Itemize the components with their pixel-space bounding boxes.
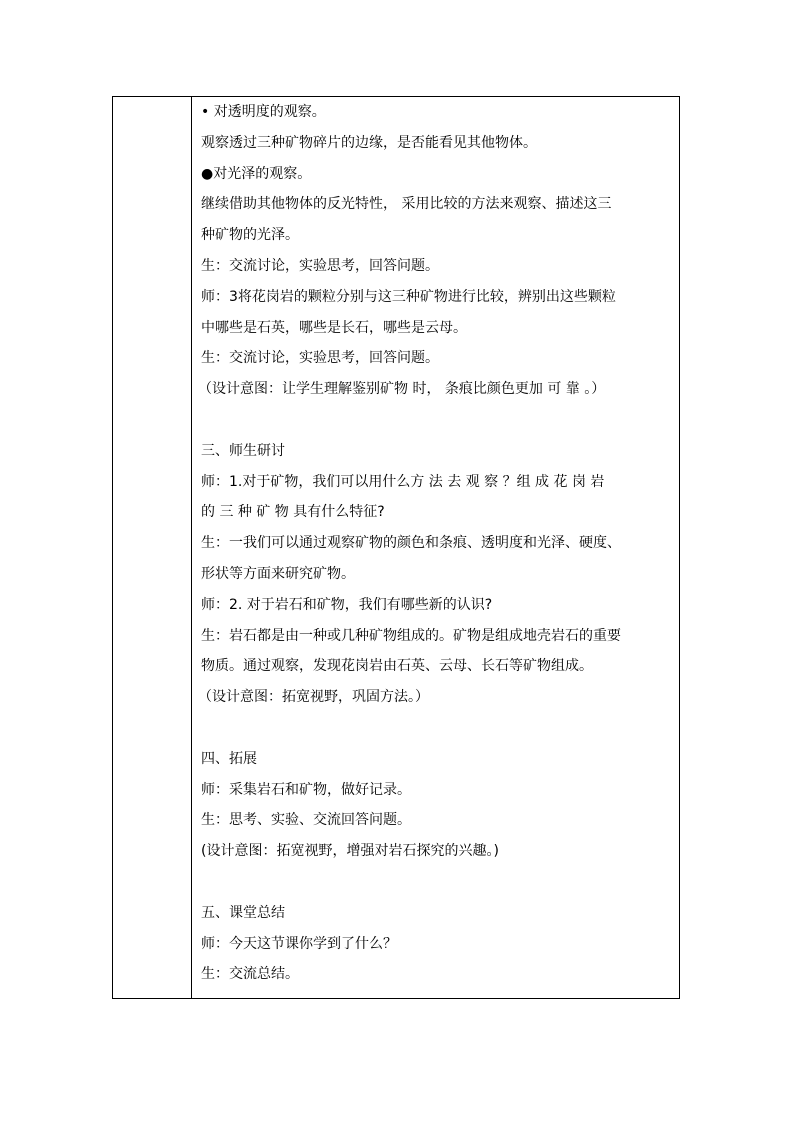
lesson-content-cell [198, 97, 673, 990]
text-line: 形状等方面来研究矿物。 [201, 565, 355, 582]
teacher-line: 师：2. 对于岩石和矿物，我们有哪些新的认识? [201, 596, 493, 613]
student-line: 生：交流总结。 [201, 966, 299, 983]
blank-line [201, 867, 673, 898]
student-line: 生：交流讨论，实验思考，回答问题。 [201, 350, 439, 367]
design-intent-note: (设计意图：拓宽视野，增强对岩石探究的兴趣。) [201, 843, 499, 860]
teacher-line: 师：3将花岗岩的颗粒分别与这三种矿物进行比较，辨别出这些颗粒 [201, 288, 616, 305]
section-heading-discussion: 三、师生研讨 [201, 442, 285, 459]
design-intent-note: （设计意图：让学生理解鉴别矿物 时， 条痕比颜色更加 可 靠 。） [198, 381, 606, 398]
text-line: 的 三 种 矿 物 具有什么特征? [201, 504, 385, 521]
student-line: 生：岩石都是由一种或几种矿物组成的。矿物是组成地壳岩石的重要 [201, 627, 621, 644]
section-heading-summary: 五、课堂总结 [201, 904, 285, 921]
text-line: 种矿物的光泽。 [201, 227, 299, 244]
design-intent-note: （设计意图：拓宽视野，巩固方法。） [198, 689, 429, 706]
blank-line [201, 405, 673, 436]
text-line: 物质。通过观察，发现花岗岩由石英、云母、长石等矿物组成。 [201, 658, 593, 675]
text-line: 继续借助其他物体的反光特性， 采用比较的方法来观察、描述这三 [201, 196, 612, 213]
luster-heading: ●对光泽的观察。 [201, 165, 312, 182]
transparency-heading: • 对透明度的观察。 [201, 104, 326, 120]
section-heading-extension: 四、拓展 [201, 750, 257, 767]
blank-line [201, 713, 673, 744]
student-line: 生：思考、实验、交流回答问题。 [201, 812, 411, 829]
teacher-line: 师：采集岩石和矿物，做好记录。 [201, 781, 411, 798]
lesson-table [112, 96, 680, 999]
text-line: 中哪些是石英，哪些是长石，哪些是云母。 [201, 319, 467, 336]
teacher-line: 师：今天这节课你学到了什么？ [201, 935, 397, 952]
text-line: 观察透过三种矿物碎片的边缘，是否能看见其他物体。 [201, 134, 537, 151]
student-line: 生：一我们可以通过观察矿物的颜色和条痕、透明度和光泽、硬度、 [201, 535, 621, 552]
student-line: 生：交流讨论，实验思考，回答问题。 [201, 257, 439, 274]
column-divider [191, 97, 192, 998]
teacher-line: 师：1.对于矿物，我们可以用什么方 法 去 观 察 ？组 成 花 岗 岩 [201, 473, 605, 490]
